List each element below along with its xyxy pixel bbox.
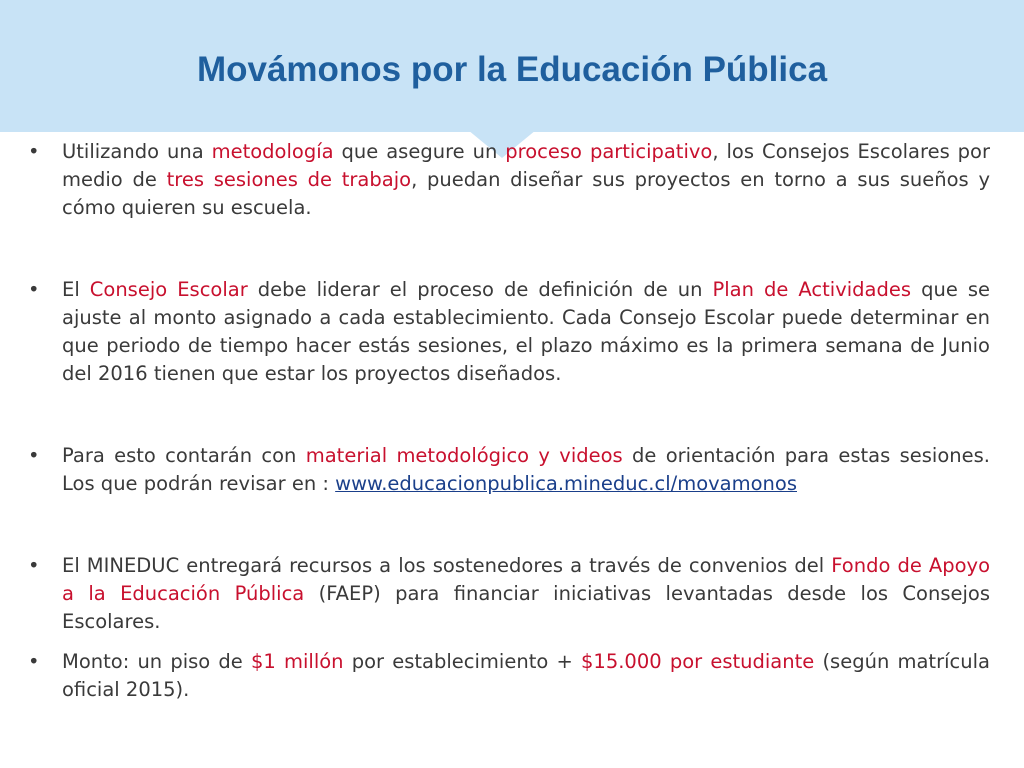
- slide-title: Movámonos por la Educación Pública: [196, 50, 828, 89]
- bullet-mark: •: [28, 650, 40, 673]
- bullet-text: El MINEDUC entregará recursos a los sostenedores a través de convenios del: [62, 554, 832, 577]
- bullet-text: Para esto contarán con: [62, 444, 306, 467]
- bullet-mark: •: [28, 444, 40, 467]
- bullet-item-material: [28, 442, 990, 498]
- bullet-text: , los Consejos Escolares por medio de: [62, 140, 991, 191]
- bullet-text: (FAEP) para financiar iniciativas levantadas desde los Consejos Escolares.: [62, 582, 990, 633]
- bullet-text: de orientación para estas sesiones. Los que podrán revisar en :: [62, 444, 990, 495]
- bullet-list: [28, 138, 990, 704]
- bullet-text: El: [62, 278, 90, 301]
- highlight-text: Consejo Escolar: [89, 278, 248, 301]
- highlight-text: tres sesiones de trabajo: [166, 168, 412, 191]
- bullet-text: (según matrícula oficial 2015).: [62, 650, 990, 701]
- bullet-item-monto: [28, 648, 990, 704]
- bullet-text: debe liderar el proceso de definición de un: [247, 278, 713, 301]
- bullet-item-consejo-escolar: [28, 276, 990, 388]
- bullet-text: que asegure un: [333, 140, 506, 163]
- bullet-text: por establecimiento +: [343, 650, 581, 673]
- bullet-item-faep: [28, 552, 990, 636]
- highlight-text: $15.000 por estudiante: [581, 650, 815, 673]
- bullet-text: Monto: un piso de: [62, 650, 251, 673]
- bullet-mark: •: [28, 140, 40, 163]
- highlight-text: material metodológico y videos: [305, 444, 623, 467]
- bullet-mark: •: [28, 554, 40, 577]
- bullet-item-metodologia: [28, 138, 990, 222]
- bullet-text: que se ajuste al monto asignado a cada establecimiento. Cada Consejo Escolar puede determinar en que periodo de tiempo hacer estás sesiones, el plazo máximo es la primera semana de Junio del 2016 tienen que estar los proyectos diseñados.: [62, 278, 991, 385]
- highlight-text: proceso participativo: [505, 140, 713, 163]
- highlight-text: Plan de Actividades: [712, 278, 912, 301]
- highlight-text: Fondo de Apoyo a la Educación Pública: [62, 554, 990, 605]
- highlight-text: metodología: [211, 140, 334, 163]
- highlight-text: $1 millón: [251, 650, 344, 673]
- bullet-mark: •: [28, 278, 40, 301]
- bullet-text: , puedan diseñar sus proyectos en torno a sus sueños y cómo quieren su escuela.: [62, 168, 990, 219]
- movamonos-link[interactable]: www.educacionpublica.mineduc.cl/movamonos: [335, 472, 797, 495]
- bullet-text: Utilizando una: [62, 140, 212, 163]
